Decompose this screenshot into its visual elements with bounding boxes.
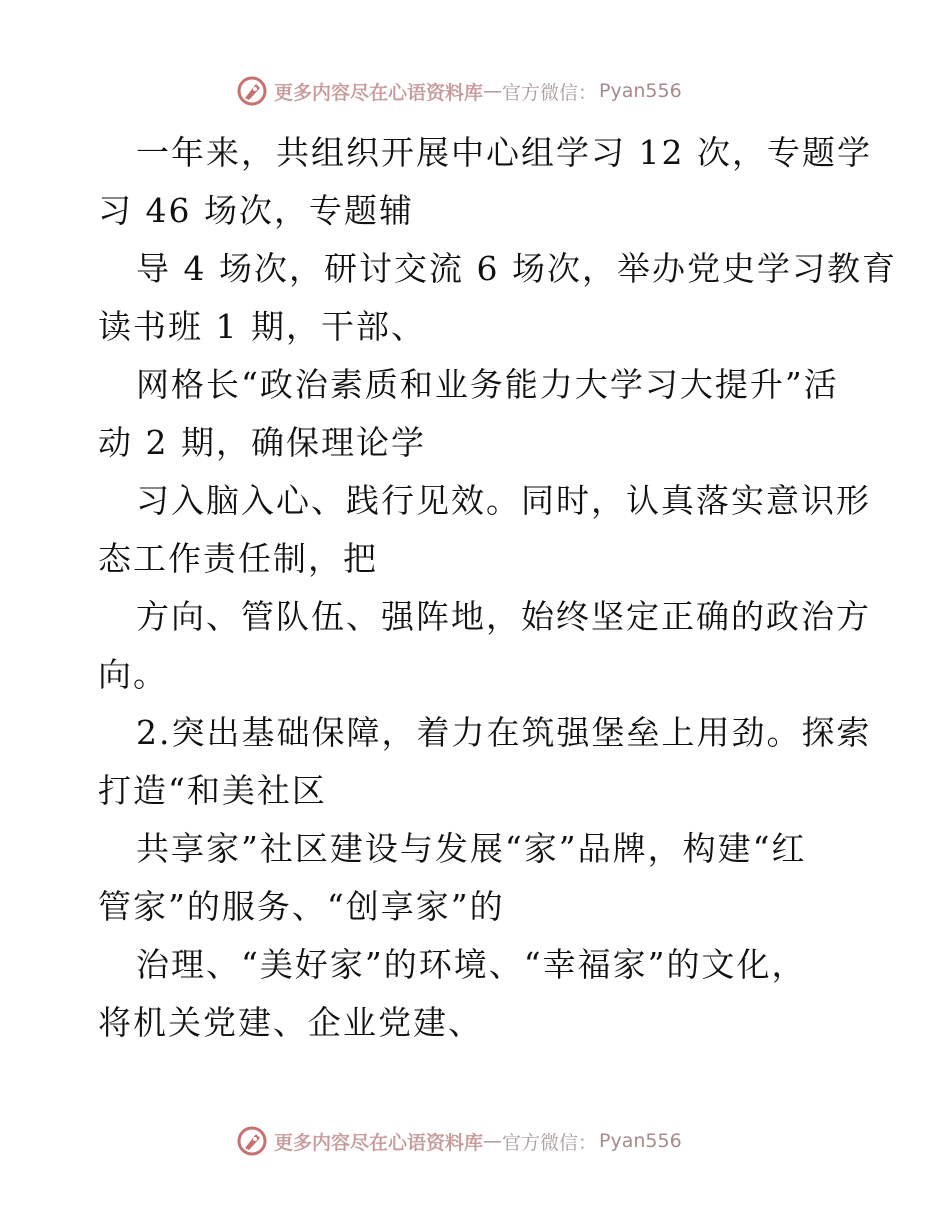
body-line: 打造“和美社区 [98, 771, 327, 810]
body-line: 向。 [98, 655, 168, 694]
body-line: 动 2 期，确保理论学 [98, 423, 426, 462]
body-line: 习 46 场次，专题辅 [98, 191, 414, 230]
pen-nib-logo-icon [236, 75, 268, 107]
document-body [98, 124, 897, 1052]
watermark-label: 更多内容尽在心语资料库 [274, 81, 484, 104]
body-line: 2.突出基础保障，着力在筑强堡垒上用劲。探索 [136, 713, 872, 752]
body-line: 习入脑入心、践行见效。同时，认真落实意识形 [136, 481, 871, 520]
body-line: 共享家”社区建设与发展“家”品牌，构建“红 [136, 829, 807, 868]
body-line: 一年来，共组织开展中心组学习 12 次，专题学 [136, 133, 872, 172]
body-line: 管家”的服务、“创享家”的 [98, 887, 505, 926]
watermark-dash: — [483, 1130, 503, 1152]
watermark-label: 更多内容尽在心语资料库 [274, 1131, 484, 1154]
body-line: 导 4 场次，研讨交流 6 场次，举办党史学习教育 [136, 249, 897, 288]
body-line: 态工作责任制，把 [98, 539, 378, 578]
watermark-dash: — [483, 80, 503, 102]
body-line: 治理、“美好家”的环境、“幸福家”的文化， [136, 945, 807, 984]
body-line: 将机关党建、企业党建、 [98, 1003, 483, 1042]
watermark-wechat-id: Pyan556 [599, 80, 682, 102]
body-line: 网格长“政治素质和业务能力大学习大提升”活 [136, 365, 839, 404]
header-watermark [236, 74, 682, 108]
watermark-wechat-label: 官方微信： [502, 81, 598, 104]
body-line: 读书班 1 期，干部、 [98, 307, 426, 346]
watermark-wechat-id: Pyan556 [599, 1130, 682, 1152]
body-line: 方向、管队伍、强阵地，始终坚定正确的政治方 [136, 597, 871, 636]
watermark-wechat-label: 官方微信： [502, 1131, 598, 1154]
pen-nib-logo-icon [236, 1125, 268, 1157]
footer-watermark [236, 1124, 682, 1158]
